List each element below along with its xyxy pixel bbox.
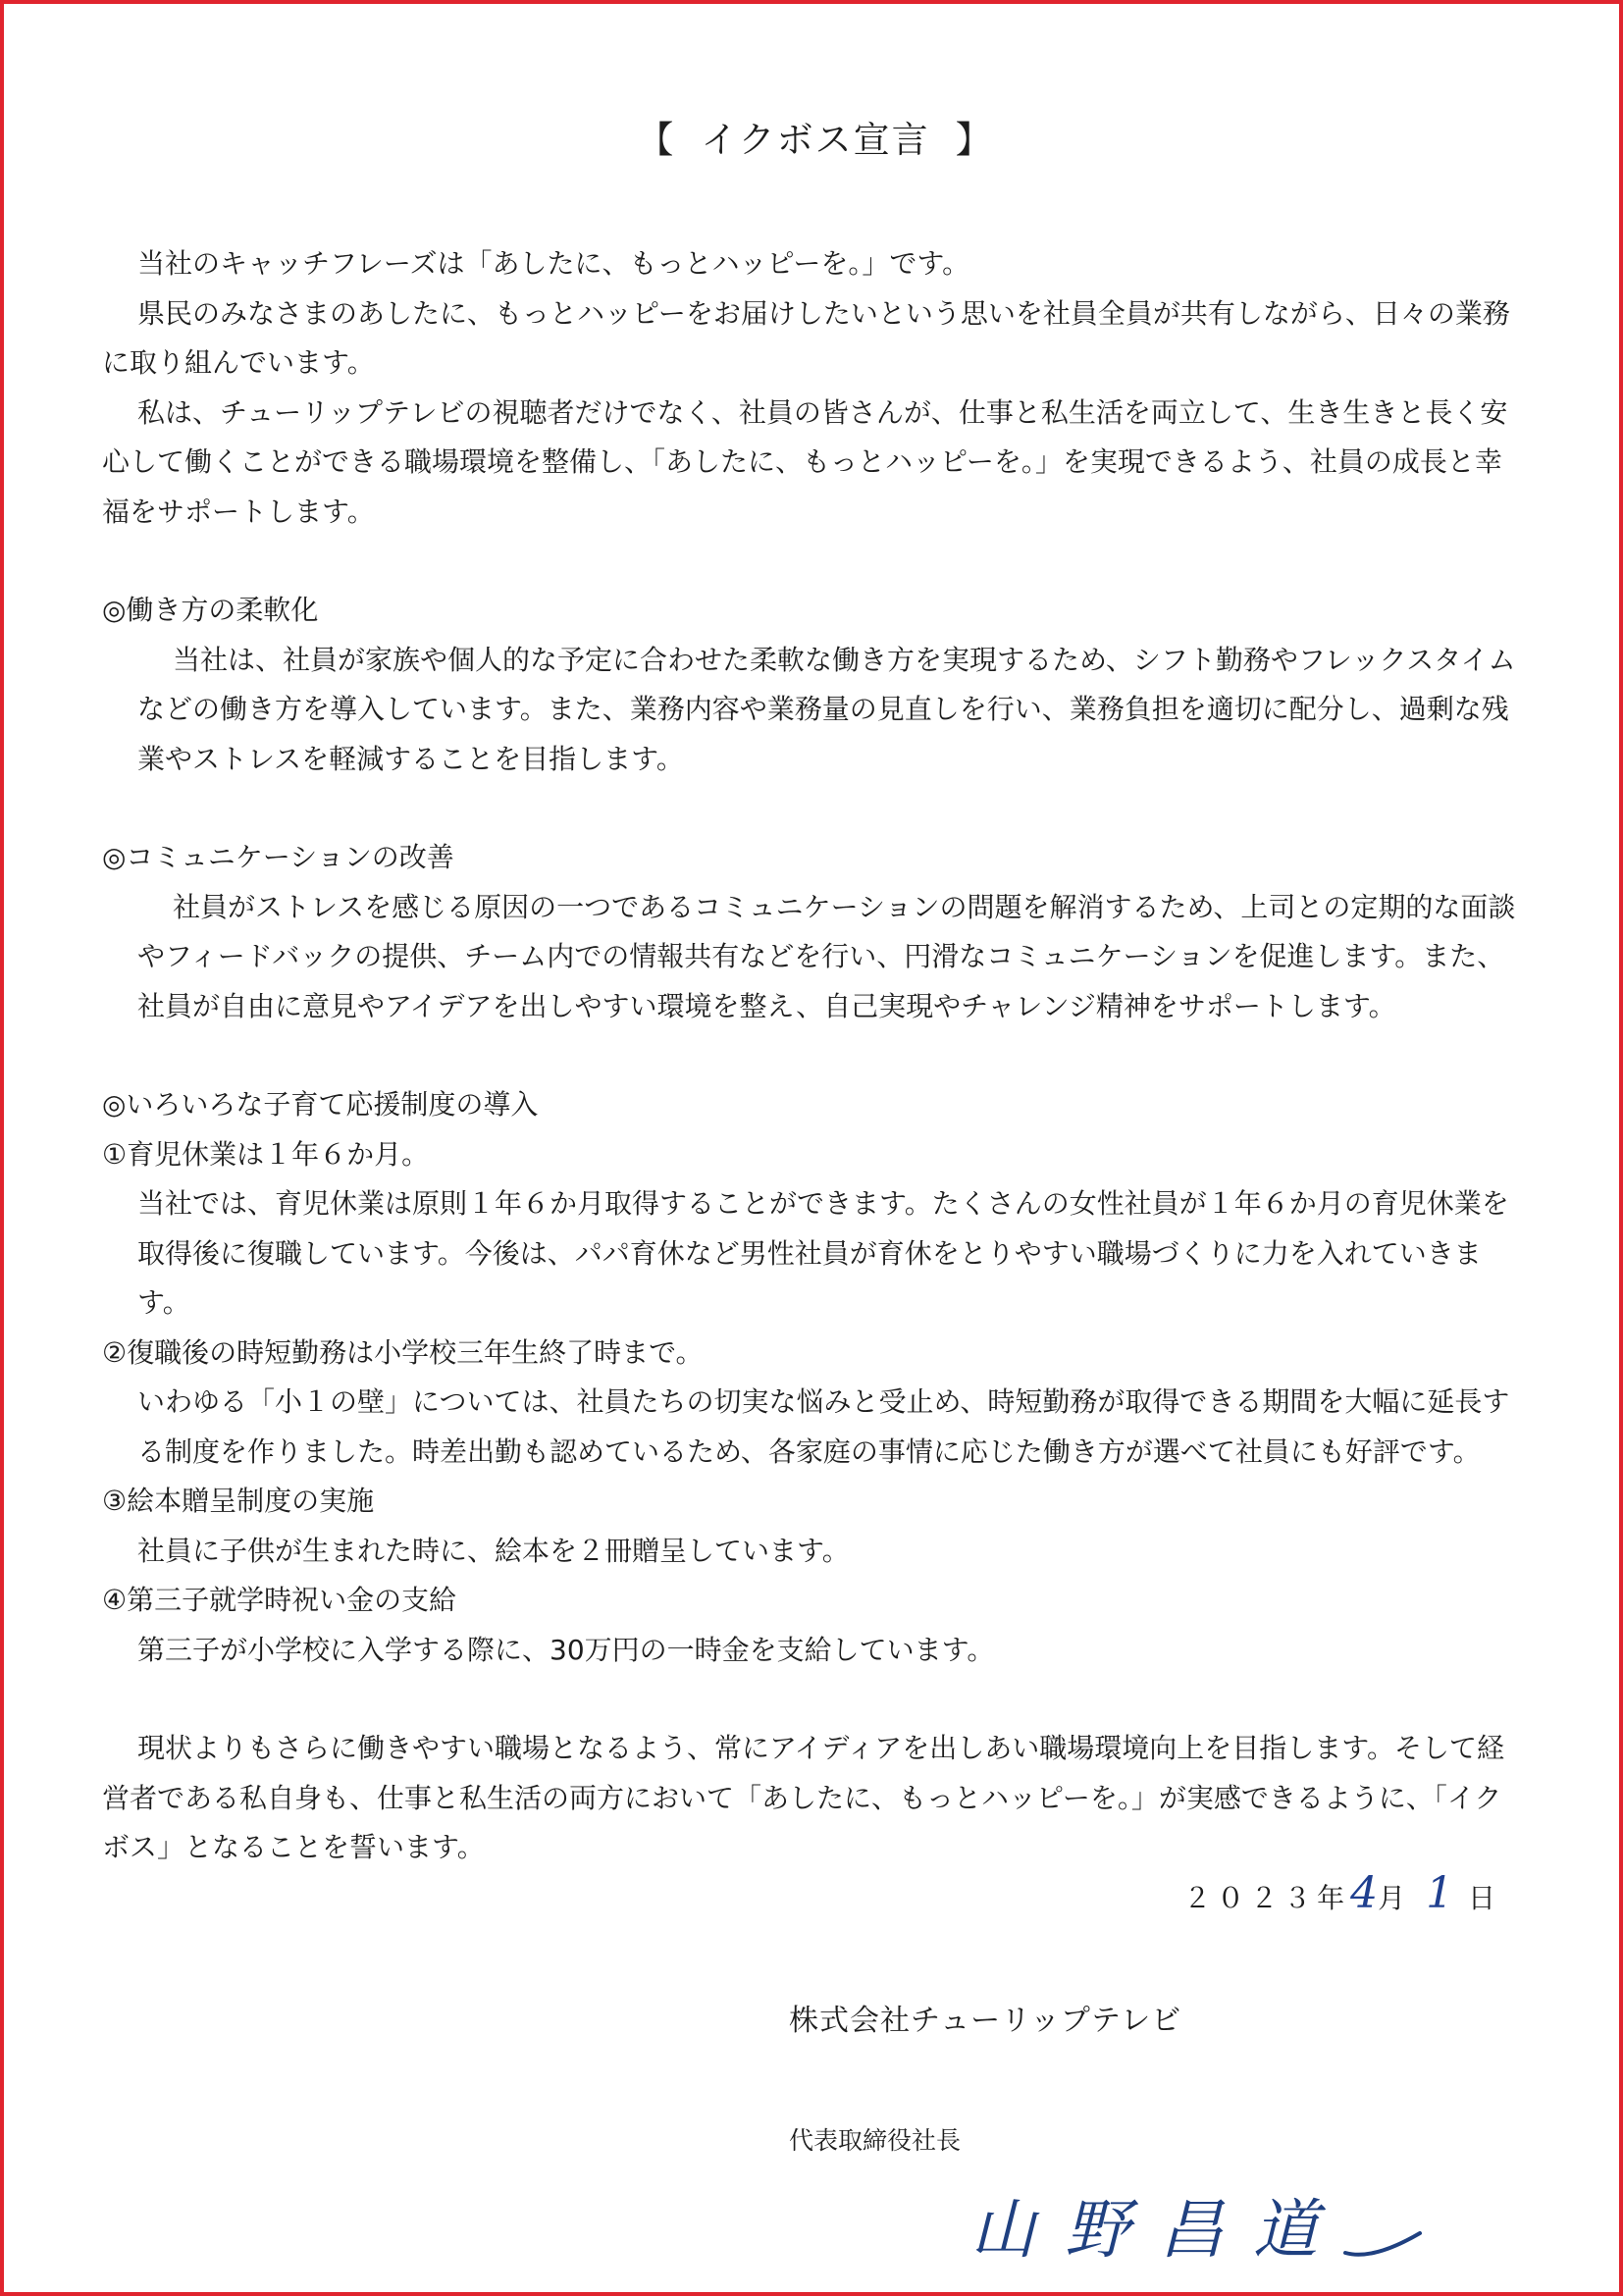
date-month-unit: 月: [1378, 1882, 1412, 1914]
childcare-item-title: ④第三子就学時祝い金の支給: [102, 1584, 457, 1616]
childcare-item-body: 第三子が小学校に入学する際に、30万円の一時金を支給しています。: [137, 1633, 995, 1666]
childcare-item-body: いわゆる「小１の壁」については、社員たちの切実な悩みと受止め、時短勤務が取得できる期間を大幅に延長する制度を作りました。時差出勤も認めているため、各家庭の事情に応じた働き方が選べて社員にも好評です。: [137, 1385, 1510, 1468]
date-day-unit: 日: [1467, 1882, 1501, 1914]
intro-paragraph-1: 当社のキャッチフレーズは「あしたに、もっとハッピーを。」です。: [137, 247, 970, 280]
section-body-flexible-work: 当社は、社員が家族や個人的な予定に合わせた柔軟な働き方を実現するため、シフト勤務やフレックスタイムなどの働き方を導入しています。また、業務内容や業務量の見直しを行い、業務負担を適切に配分し、過剰な残業やストレスを軽減することを目指します。: [137, 643, 1516, 775]
date-month-handwritten: 4: [1350, 1868, 1379, 1918]
date-year-unit: 年: [1317, 1882, 1351, 1914]
section-heading-childcare: ◎いろいろな子育て応援制度の導入: [102, 1088, 539, 1121]
handwritten-signature: 山野昌道: [970, 2192, 1347, 2268]
title-text: イクボス宣言: [701, 119, 930, 161]
document-body: [102, 239, 1527, 1873]
childcare-item-title: ③絵本贈呈制度の実施: [102, 1485, 375, 1517]
date-year: ２０２３: [1183, 1882, 1318, 1914]
company-name: 株式会社チューリップテレビ: [789, 2004, 1182, 2038]
childcare-item-title: ②復職後の時短勤務は小学校三年生終了時まで。: [102, 1335, 704, 1369]
intro-paragraph-2: 県民のみなさまのあしたに、もっとハッピーをお届けしたいという思いを社員全員が共有しながら、日々の業務に取り組んでいます。: [102, 296, 1510, 379]
section-heading-communication: ◎コミュニケーションの改善: [102, 841, 454, 873]
childcare-item-body: 社員に子供が生まれた時に、絵本を２冊贈呈しています。: [137, 1534, 850, 1567]
page-title: [4, 110, 1623, 163]
signature-flourish: [1343, 2223, 1422, 2263]
section-body-communication: 社員がストレスを感じる原因の一つであるコミュニケーションの問題を解消するため、上司との定期的な面談やフィードバックの提供、チーム内での情報共有などを行い、円滑なコミュニケーションを促進します。また、社員が自由に意見やアイデアを出しやすい環境を整え、自己実現やチャレンジ精神をサポートします。: [137, 890, 1516, 1022]
title-close-bracket: 】: [955, 119, 994, 161]
date-line: [1183, 1868, 1501, 1918]
childcare-item-body: 当社では、育児休業は原則１年６か月取得することができます。たくさんの女性社員が１年６か月の育児休業を取得後に復職しています。今後は、パパ育休など男性社員が育休をとりやすい職場づくりに力を入れていきます。: [137, 1187, 1509, 1319]
title-open-bracket: 【: [637, 119, 676, 161]
signatory-position: 代表取締役社長: [789, 2126, 962, 2155]
section-heading-flexible-work: ◎働き方の柔軟化: [102, 594, 319, 626]
closing-paragraph: 現状よりもさらに働きやすい職場となるよう、常にアイディアを出しあい職場環境向上を目指します。そして経営者である私自身も、仕事と私生活の両方において「あしたに、もっとハッピーを。」が実感できるように、「イクボス」となることを誓います。: [102, 1732, 1505, 1863]
childcare-item-title: ①育児休業は１年６か月。: [102, 1137, 430, 1171]
intro-paragraph-3: 私は、チューリップテレビの視聴者だけでなく、社員の皆さんが、仕事と私生活を両立して、生き生きと長く安心して働くことができる職場環境を整備し、「あしたに、もっとハッピーを。」を実現できるよう、社員の成長と幸福をサポートします。: [102, 395, 1508, 528]
date-day-handwritten: 1: [1426, 1868, 1454, 1918]
